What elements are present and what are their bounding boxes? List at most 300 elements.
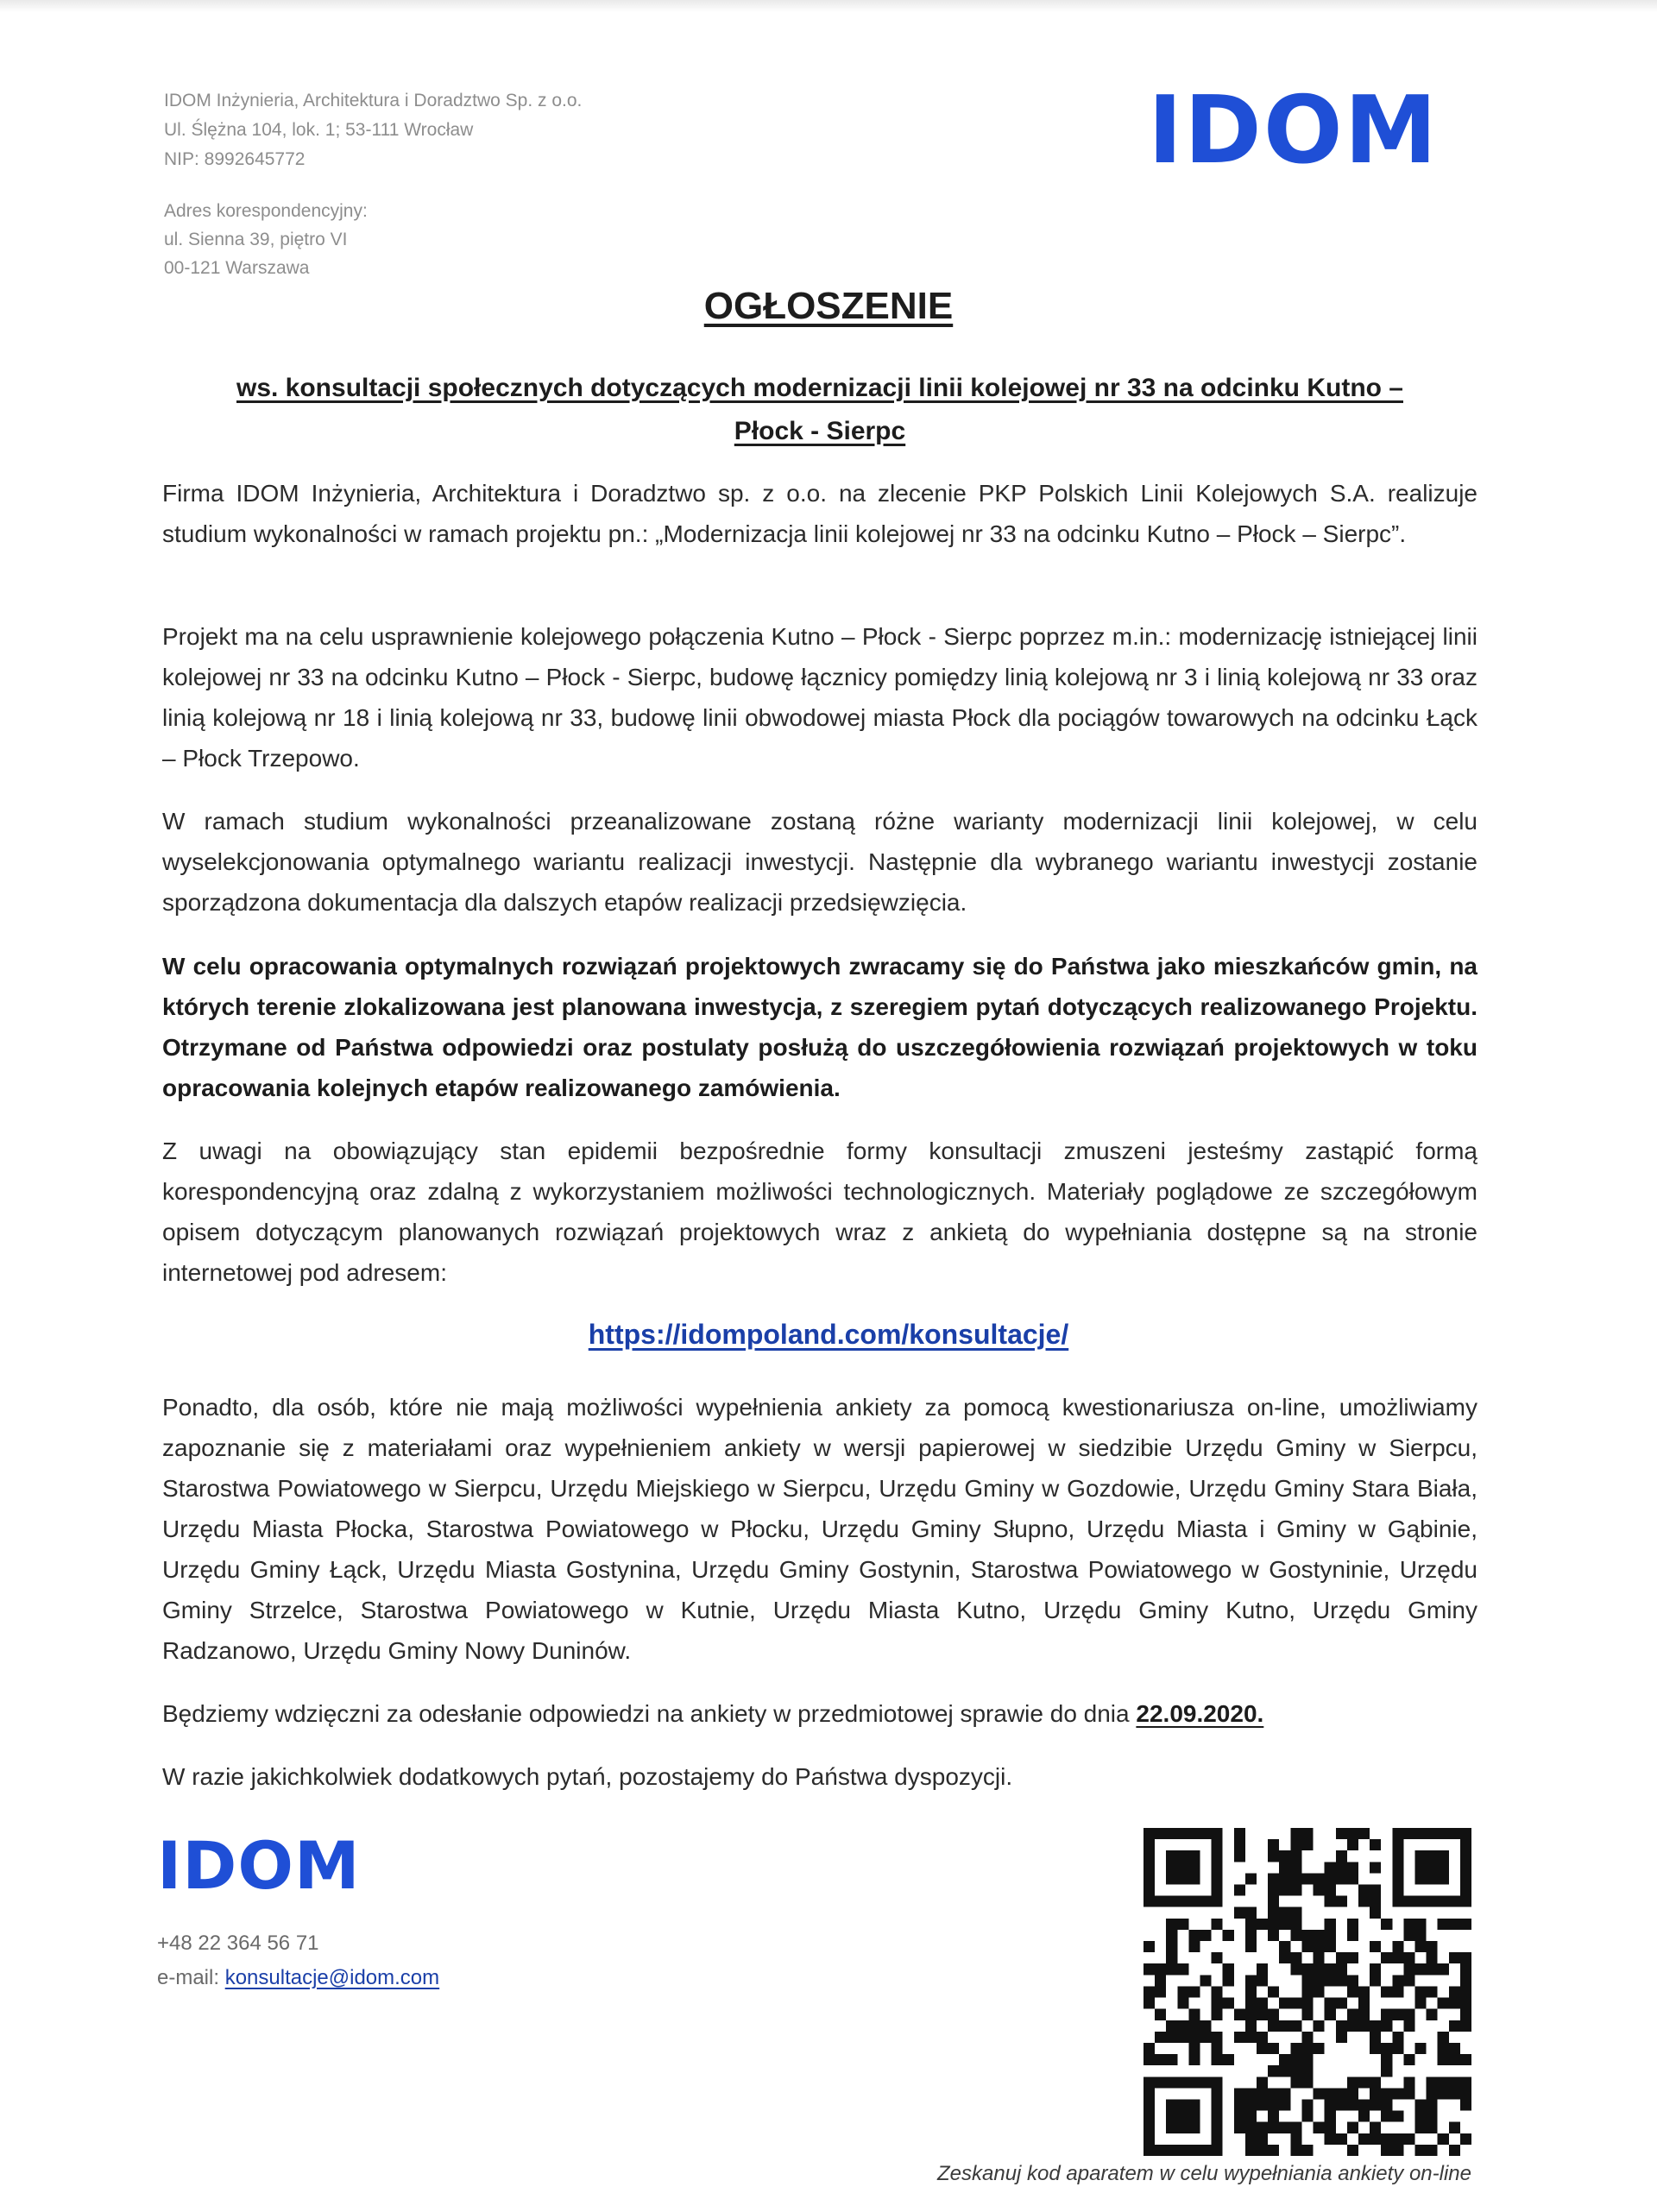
qr-module [1336, 2099, 1347, 2110]
qr-module [1347, 1919, 1358, 1930]
qr-module [1427, 2088, 1438, 2099]
paragraph-closing: W razie jakichkolwiek dodatkowych pytań, pozostajemy do Państwa dyspozycji. [162, 1763, 1013, 1790]
qr-module [1301, 2054, 1313, 2065]
qr-module [1188, 2020, 1200, 2032]
paragraph-consultation-request: W celu opracowania optymalnych rozwiązań projektowych zwracamy się do Państwa jako mieszkańców gmin, na których terenie zlokalizowana jest planowana inwestycja, z szeregiem pytań dotyczących realizowanego Projektu. Otrzymane od Państwa odpowiedzi oraz postulaty posłużą do uszczegółowienia rozwiązań projektowych w toku opracowania kolejnych etapów realizowanego zamówienia. [162, 953, 1477, 1101]
qr-module [1212, 2054, 1223, 2065]
qr-module [1212, 2043, 1223, 2054]
qr-module [1427, 1986, 1438, 1997]
qr-module [1414, 2145, 1426, 2156]
qr-module [1166, 1919, 1177, 1930]
qr-module [1290, 1919, 1301, 1930]
qr-module [1381, 2133, 1392, 2145]
qr-module [1223, 1963, 1234, 1975]
qr-module [1427, 2099, 1438, 2110]
document-title-wrap [0, 285, 1657, 328]
contact-email-line [157, 1961, 439, 1995]
qr-module [1279, 2065, 1290, 2077]
qr-module [1301, 1998, 1313, 2009]
qr-module [1325, 1919, 1336, 1930]
qr-module [1403, 2133, 1414, 2145]
qr-module [1257, 1998, 1268, 2009]
qr-module [1427, 2122, 1438, 2133]
qr-module [1268, 2020, 1279, 2032]
company-name-line: IDOM Inżynieria, Architektura i Doradztwo Sp. z o.o. [164, 91, 583, 110]
qr-module [1257, 2099, 1268, 2110]
qr-module [1427, 2145, 1438, 2156]
qr-module [1358, 1896, 1370, 1907]
qr-module [1381, 1919, 1392, 1930]
qr-module [1325, 2099, 1336, 2110]
paragraph-intro: Firma IDOM Inżynieria, Architektura i Doradztwo sp. z o.o. na zlecenie PKP Polskich Linii Kolejowych S.A. realizuje studium wykonalności w ramach projektu pn.: „Modernizacja linii kolejowej nr 33 na odcinku Kutno – Płock – Sierpc”. [162, 480, 1477, 547]
company-street-line: Ul. Ślężna 104, lok. 1; 53-111 Wrocław [164, 120, 474, 140]
qr-module [1403, 1930, 1414, 1941]
qr-module [1314, 2020, 1325, 2032]
qr-module [1245, 1873, 1257, 1884]
contact-block [157, 1926, 439, 1995]
qr-module [1381, 1986, 1392, 1997]
qr-module [1257, 2009, 1268, 2020]
qr-module [1268, 2043, 1279, 2054]
deadline-text: Będziemy wdzięczni za odesłanie odpowiedzi na ankiety w przedmiotowej sprawie do dnia [162, 1700, 1130, 1727]
qr-module [1325, 2122, 1336, 2133]
qr-module [1427, 2009, 1438, 2020]
qr-module [1301, 1963, 1313, 1975]
qr-module [1325, 2111, 1336, 2122]
qr-module [1188, 1986, 1200, 1997]
contact-email-link[interactable]: konsultacje@idom.com [224, 1966, 440, 1989]
qr-module [1358, 1986, 1370, 1997]
qr-module [1414, 1919, 1426, 1930]
qr-module [1200, 2032, 1212, 2043]
correspondence-label: Adres korespondencyjny: [164, 201, 368, 221]
qr-module [1166, 1952, 1177, 1963]
qr-module [1188, 2032, 1200, 2043]
qr-module [1245, 1998, 1257, 2009]
qr-module [1279, 2122, 1290, 2133]
paragraph-epidemic-notice: Z uwagi na obowiązujący stan epidemii bezpośrednie formy konsultacji zmuszeni jesteśmy zastąpić formą korespondencyjną oraz zdalną z wykorzystaniem możliwości technologicznych. Materiały poglądowe ze szczegółowym opisem dotyczącym planowanych rozwiązań projektowych wraz z ankietą do wypełniania dostępne są na stronie internetowej pod adresem: [162, 1138, 1477, 1286]
qr-module [1155, 2054, 1166, 2065]
qr-module [1314, 1930, 1325, 1941]
qr-module [1257, 2088, 1268, 2099]
qr-module [1438, 2077, 1449, 2088]
qr-module [1245, 2099, 1257, 2110]
qr-module [1268, 1986, 1279, 1997]
qr-module [1370, 2133, 1381, 2145]
qr-module [1370, 2099, 1381, 2110]
qr-module [1155, 2009, 1166, 2020]
qr-module [1347, 1828, 1358, 1839]
qr-module [1268, 2122, 1279, 2133]
qr-module [1414, 2111, 1426, 2122]
qr-module [1290, 2133, 1301, 2145]
qr-module [1155, 1975, 1166, 1986]
qr-module [1223, 1930, 1234, 1941]
qr-module [1414, 1986, 1426, 1997]
qr-module [1392, 1952, 1403, 1963]
qr-module [1188, 2043, 1200, 2054]
qr-module [1336, 1975, 1347, 1986]
qr-module [1438, 2043, 1449, 2054]
company-address-block [164, 86, 582, 174]
qr-module [1347, 1975, 1358, 1986]
qr-module [1460, 1986, 1471, 1997]
qr-module [1403, 2020, 1414, 2032]
qr-module [1403, 2054, 1414, 2065]
qr-module [1358, 2099, 1370, 2110]
qr-module [1301, 2111, 1313, 2122]
qr-module [1347, 1930, 1358, 1941]
qr-module [1166, 1963, 1177, 1975]
qr-module [1268, 2099, 1279, 2110]
qr-module [1370, 2122, 1381, 2133]
qr-module [1414, 1998, 1426, 2009]
qr-module [1403, 1919, 1414, 1930]
qr-module [1290, 2122, 1301, 2133]
qr-module [1177, 1986, 1188, 1997]
qr-finder-part [1414, 1850, 1448, 1884]
qr-module [1301, 2065, 1313, 2077]
qr-module [1381, 2043, 1392, 2054]
qr-module [1268, 1839, 1279, 1850]
paragraph-feasibility-study: W ramach studium wykonalności przeanalizowane zostaną różne warianty modernizacji linii kolejowej, w celu wyselekcjonowania optymalnego wariantu realizacji inwestycji. Następnie dla wybranego wariantu inwestycji zostanie sporządzona dokumentacja dla dalszych etapów realizacji przedsięwzięcia. [162, 808, 1477, 916]
qr-module [1460, 1952, 1471, 1963]
qr-module [1347, 1839, 1358, 1850]
qr-module [1381, 2111, 1392, 2122]
qr-module [1245, 1919, 1257, 1930]
qr-module [1392, 1975, 1403, 1986]
qr-module [1166, 1930, 1177, 1941]
qr-module [1336, 1850, 1347, 1862]
qr-module [1403, 1952, 1414, 1963]
qr-caption: Zeskanuj kod aparatem w celu wypełniania ankiety on-line [936, 2162, 1471, 2185]
qr-finder-part [1166, 1850, 1200, 1884]
qr-module [1460, 1975, 1471, 1986]
qr-module [1347, 2145, 1358, 2156]
qr-module [1166, 1941, 1177, 1952]
qr-module [1449, 2088, 1460, 2099]
qr-module [1414, 2122, 1426, 2133]
qr-module [1301, 2099, 1313, 2110]
qr-module [1290, 1907, 1301, 1919]
qr-module [1212, 1952, 1223, 1963]
qr-module [1301, 2009, 1313, 2020]
qr-module [1290, 2077, 1301, 2088]
qr-module [1234, 2111, 1245, 2122]
qr-module [1414, 1963, 1426, 1975]
qr-module [1358, 2111, 1370, 2122]
qr-module [1245, 2009, 1257, 2020]
qr-module [1314, 2043, 1325, 2054]
qr-module [1336, 2088, 1347, 2099]
qr-module [1290, 1930, 1301, 1941]
qr-module [1268, 1873, 1279, 1884]
qr-module [1177, 1998, 1188, 2009]
qr-module [1188, 2009, 1200, 2020]
qr-module [1155, 2032, 1166, 2043]
qr-module [1427, 1952, 1438, 1963]
qr-module [1325, 1873, 1336, 1884]
qr-module [1279, 2088, 1290, 2099]
qr-module [1392, 2088, 1403, 2099]
qr-module [1370, 1907, 1381, 1919]
qr-module [1370, 2077, 1381, 2088]
qr-finder-part [1144, 2077, 1155, 2156]
qr-module [1347, 2077, 1358, 2088]
qr-module [1234, 1839, 1245, 1850]
qr-module [1268, 2088, 1279, 2099]
qr-module [1449, 2054, 1460, 2065]
qr-module [1301, 1839, 1313, 1850]
qr-module [1438, 2054, 1449, 2065]
qr-module [1212, 1986, 1223, 1997]
qr-module [1301, 1930, 1313, 1941]
qr-module [1166, 2020, 1177, 2032]
qr-module [1268, 2009, 1279, 2020]
qr-module [1290, 1963, 1301, 1975]
qr-module [1301, 2032, 1313, 2043]
qr-module [1358, 2133, 1370, 2145]
qr-module [1370, 1885, 1381, 1896]
qr-module [1257, 1963, 1268, 1975]
qr-module [1392, 2009, 1403, 2020]
qr-module [1370, 1862, 1381, 1873]
qr-module [1392, 2133, 1403, 2145]
qr-module [1177, 1963, 1188, 1975]
qr-finder-part [1144, 2145, 1223, 2156]
qr-module [1325, 1885, 1336, 1896]
qr-module [1268, 1907, 1279, 1919]
qr-module [1234, 2088, 1245, 2099]
qr-module [1188, 1930, 1200, 1941]
qr-module [1403, 2009, 1414, 2020]
qr-module [1381, 2065, 1392, 2077]
qr-module [1223, 1975, 1234, 1986]
qr-module [1370, 2032, 1381, 2043]
qr-finder-part [1166, 2099, 1200, 2133]
qr-module [1290, 1952, 1301, 1963]
qr-module [1325, 1963, 1336, 1975]
qr-module [1290, 2065, 1301, 2077]
qr-module [1144, 1941, 1155, 1952]
qr-module [1200, 1930, 1212, 1941]
qr-module [1347, 2099, 1358, 2110]
subtitle-line-2: Płock - Sierpc [734, 417, 906, 445]
qr-module [1223, 1998, 1234, 2009]
qr-module [1438, 2133, 1449, 2145]
qr-module [1166, 2054, 1177, 2065]
qr-module [1257, 2043, 1268, 2054]
qr-module [1245, 2111, 1257, 2122]
scan-top-edge [0, 0, 1657, 12]
consultation-link[interactable]: https://idompoland.com/konsultacje/ [588, 1319, 1069, 1350]
qr-module [1347, 1873, 1358, 1884]
qr-module [1336, 1828, 1347, 1839]
qr-module [1257, 2077, 1268, 2088]
qr-module [1200, 1975, 1212, 1986]
qr-module [1301, 1873, 1313, 1884]
qr-module [1449, 2077, 1460, 2088]
qr-module [1279, 1941, 1290, 1952]
qr-module [1336, 1896, 1347, 1907]
qr-module [1370, 1941, 1381, 1952]
qr-module [1381, 2099, 1392, 2110]
qr-module [1347, 2020, 1358, 2032]
qr-module [1234, 2009, 1245, 2020]
qr-module [1414, 1930, 1426, 1941]
qr-module [1347, 1862, 1358, 1873]
qr-module [1460, 2054, 1471, 2065]
qr-module [1245, 2032, 1257, 2043]
qr-finder-part [1212, 2077, 1223, 2156]
qr-module [1336, 2032, 1347, 2043]
qr-module [1144, 2054, 1155, 2065]
qr-module [1370, 2020, 1381, 2032]
qr-finder-part [1392, 1828, 1471, 1839]
qr-finder-part [1144, 1828, 1155, 1907]
qr-module [1188, 2054, 1200, 2065]
qr-module [1325, 2133, 1336, 2145]
qr-module [1279, 1952, 1290, 1963]
paragraph-project-goal: Projekt ma na celu usprawnienie kolejowego połączenia Kutno – Płock - Sierpc poprzez m.in.: modernizację istniejącej linii kolejowej nr 33 na odcinku Kutno – Płock - Sierpc, budowę łącznicy pomiędzy linią kolejową nr 3 i linią kolejową nr 33 oraz linią kolejową nr 18 i linią kolejową nr 33, budowę linii obwodowej miasta Płock dla pociągów towarowych na odcinku Łąck – Płock Trzepowo. [162, 623, 1477, 772]
qr-module [1381, 2020, 1392, 2032]
qr-module [1347, 1986, 1358, 1997]
qr-module [1381, 2145, 1392, 2156]
deadline-line [162, 1693, 1263, 1734]
idom-logo: IDOM [1148, 77, 1440, 185]
paragraph-paper-survey-locations: Ponadto, dla osób, które nie mają możliwości wypełnienia ankiety za pomocą kwestionariusza on-line, umożliwiamy zapoznanie się z materiałami oraz wypełnieniem ankiety w wersji papierowej w siedzibie Urzędu Gminy w Sierpcu, Starostwa Powiatowego w Sierpcu, Urzędu Miejskiego w Sierpcu, Urzędu Gminy w Gozdowie, Urzędu Gminy Stara Biała, Urzędu Miasta Płocka, Starostwa Powiatowego w Płocku, Urzędu Gminy Słupno, Urzędu Miasta i Gminy w Gąbinie, Urzędu Gminy Łąck, Urzędu Miasta Gostynina, Urzędu Gminy Gostynin, Starostwa Powiatowego w Gostyninie, Urzędu Gminy Strzelce, Starostwa Powiatowego w Kutnie, Urzędu Miasta Kutno, Urzędu Gminy Kutno, Urzędu Gminy Radzanowo, Urzędu Gminy Nowy Duninów. [162, 1394, 1477, 1664]
qr-module [1279, 1998, 1290, 2009]
qr-module [1449, 1952, 1460, 1963]
qr-module [1358, 1885, 1370, 1896]
qr-module [1257, 2145, 1268, 2156]
qr-finder-part [1392, 1828, 1403, 1907]
qr-module [1314, 1986, 1325, 1997]
qr-module [1155, 1986, 1166, 1997]
qr-module [1370, 2088, 1381, 2099]
qr-module [1358, 2009, 1370, 2020]
qr-module [1290, 1885, 1301, 1896]
qr-finder-part [1144, 1896, 1223, 1907]
qr-module [1290, 2020, 1301, 2032]
qr-module [1268, 2065, 1279, 2077]
qr-module [1403, 1963, 1414, 1975]
qr-module [1336, 1963, 1347, 1975]
qr-module [1301, 2077, 1313, 2088]
qr-module [1200, 2020, 1212, 2032]
qr-module [1144, 2043, 1155, 2054]
qr-module [1449, 1919, 1460, 1930]
qr-module [1212, 1919, 1223, 1930]
company-nip-line: NIP: 8992645772 [164, 149, 306, 169]
qr-module [1460, 1963, 1471, 1975]
correspondence-address-block [164, 197, 368, 282]
qr-module [1381, 2009, 1392, 2020]
qr-module [1336, 2020, 1347, 2032]
qr-module [1403, 2077, 1414, 2088]
qr-module [1392, 2145, 1403, 2156]
qr-module [1336, 1873, 1347, 1884]
qr-module [1212, 2032, 1223, 2043]
qr-module [1290, 1828, 1301, 1839]
qr-module [1370, 1963, 1381, 1975]
qr-module [1460, 2133, 1471, 2145]
qr-module [1347, 2088, 1358, 2099]
qr-module [1144, 1986, 1155, 1997]
qr-module [1370, 1975, 1381, 1986]
qr-module [1290, 2043, 1301, 2054]
qr-module [1301, 2145, 1313, 2156]
qr-module [1325, 1930, 1336, 1941]
qr-module [1370, 1839, 1381, 1850]
qr-module [1268, 1930, 1279, 1941]
consultation-link-wrap [0, 1319, 1657, 1351]
qr-module [1392, 2043, 1403, 2054]
qr-module [1257, 1919, 1268, 1930]
qr-module [1257, 2032, 1268, 2043]
qr-module [1347, 1952, 1358, 1963]
qr-module [1392, 2111, 1403, 2122]
qr-module [1301, 1941, 1313, 1952]
qr-module [1325, 1896, 1336, 1907]
qr-module [1268, 1896, 1279, 1907]
qr-module [1381, 2054, 1392, 2065]
qr-module [1347, 2122, 1358, 2133]
qr-module [1449, 2020, 1460, 2032]
qr-module [1257, 2122, 1268, 2133]
qr-module [1314, 2088, 1325, 2099]
qr-finder-part [1212, 1828, 1223, 1907]
qr-module [1268, 2111, 1279, 2122]
qr-module [1392, 1941, 1403, 1952]
qr-module [1358, 1828, 1370, 1839]
qr-module [1370, 2043, 1381, 2054]
qr-module [1212, 1998, 1223, 2009]
qr-module [1427, 2077, 1438, 2088]
qr-module [1234, 1907, 1245, 1919]
qr-module [1336, 1952, 1347, 1963]
qr-module [1279, 1862, 1290, 1873]
qr-module [1279, 1873, 1290, 1884]
qr-module [1301, 1975, 1313, 1986]
qr-module [1279, 1907, 1290, 1919]
qr-module [1403, 1975, 1414, 1986]
qr-module [1370, 1896, 1381, 1907]
qr-module [1358, 2020, 1370, 2032]
qr-module [1268, 1885, 1279, 1896]
qr-module [1290, 2054, 1301, 2065]
qr-module [1392, 1986, 1403, 1997]
qr-module [1460, 1998, 1471, 2009]
qr-module [1460, 2088, 1471, 2099]
qr-module [1245, 1941, 1257, 1952]
qr-module [1268, 1919, 1279, 1930]
qr-module [1438, 2032, 1449, 2043]
qr-module [1414, 2043, 1426, 2054]
qr-module [1414, 2099, 1426, 2110]
qr-module [1325, 2088, 1336, 2099]
qr-module [1314, 1952, 1325, 1963]
document-title: OGŁOSZENIE [703, 285, 954, 327]
qr-module [1257, 2133, 1268, 2145]
qr-module [1314, 1975, 1325, 1986]
qr-module [1301, 1828, 1313, 1839]
qr-module [1358, 1998, 1370, 2009]
qr-module [1336, 1862, 1347, 1873]
qr-module [1279, 2054, 1290, 2065]
qr-module [1245, 2133, 1257, 2145]
qr-module [1325, 1862, 1336, 1873]
